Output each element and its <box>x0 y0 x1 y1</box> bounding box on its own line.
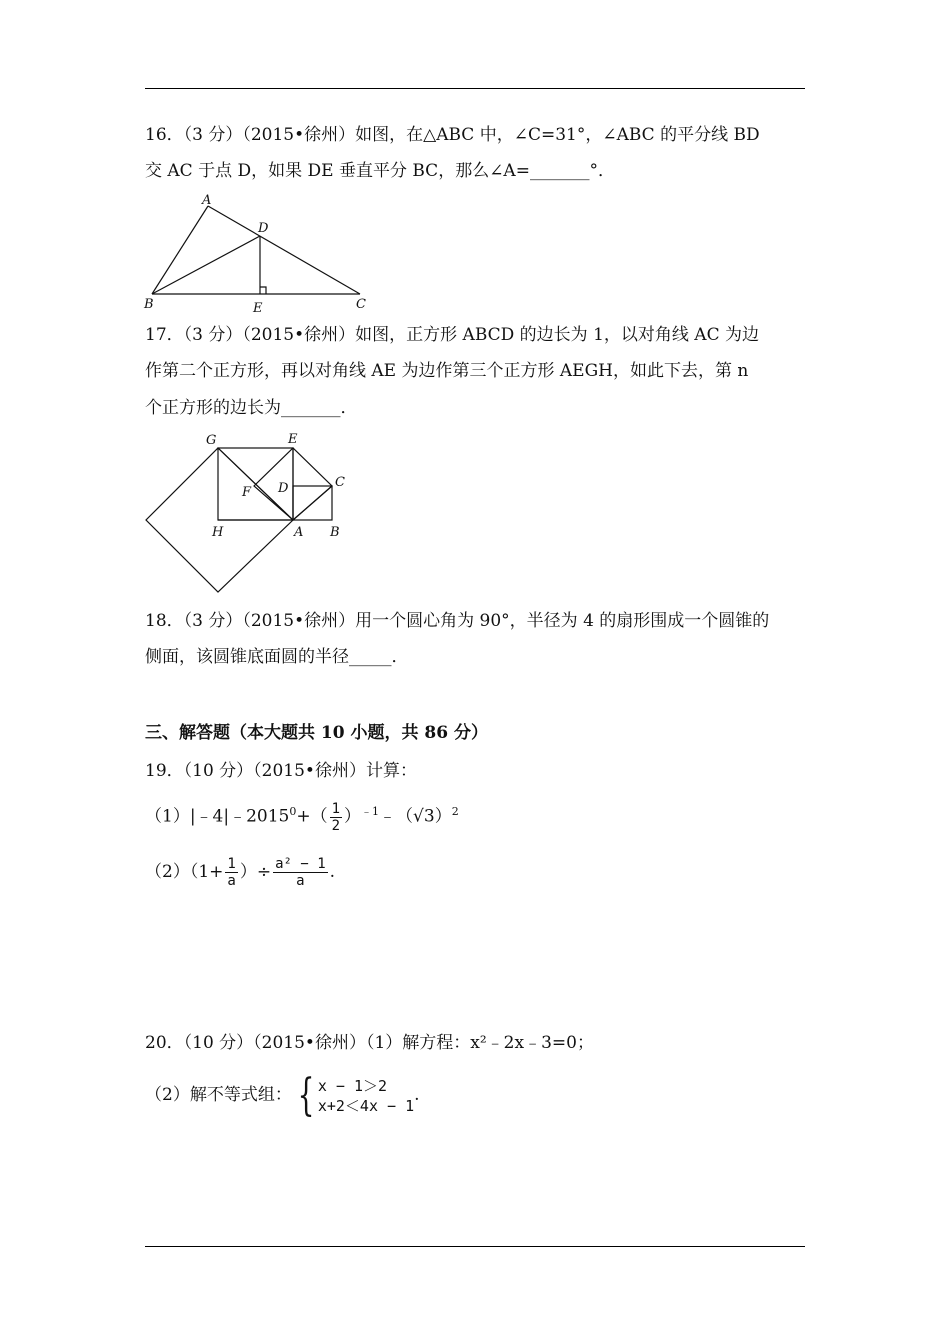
top-rule <box>145 88 805 89</box>
label-E: E <box>253 301 263 314</box>
q19-p1-minus: ﹣（ <box>379 806 414 827</box>
q19-p1-sqrt: √3 <box>413 806 435 827</box>
label-A: A <box>294 525 304 540</box>
bisector-bd <box>152 236 260 294</box>
q20-p2-end: . <box>414 1085 420 1105</box>
section-title: 三、解答题（本大题共 10 小题，共 86 分） <box>145 723 488 743</box>
q19-p2-div: ）÷ <box>239 862 272 882</box>
q19-p1-exp-neg1: ﹣1 <box>361 805 380 818</box>
q19-part1 <box>145 794 459 835</box>
side-ab <box>152 206 208 294</box>
q19-p2-prefix: （2）（1+ <box>145 862 224 882</box>
label-B: B <box>330 525 340 540</box>
q19-p1-fraction: $\frac{1}{2}$ <box>331 800 341 834</box>
label-E: E <box>288 432 298 447</box>
q19-p1-close2: ） <box>434 806 452 827</box>
label-F: F <box>242 485 252 500</box>
label-D: D <box>258 221 269 236</box>
q18-line2: 侧面，该圆锥底面圆的半径_____． <box>145 647 409 667</box>
side-ac <box>208 206 360 294</box>
bottom-rule <box>145 1246 805 1247</box>
q17-line3: 个正方形的边长为_______． <box>145 398 358 418</box>
q20-p2-prefix: （2）解不等式组： <box>145 1085 292 1105</box>
q17-line1: 17．（3 分）（2015•徐州）如图，正方形 ABCD 的边长为 1，以对角线 AC 为边 <box>145 325 759 345</box>
q19-p2-end: . <box>329 862 336 882</box>
q20-line1: 20．（10 分）（2015•徐州）（1）解方程：x²﹣2x﹣3=0； <box>145 1033 594 1053</box>
label-D: D <box>278 481 289 496</box>
q19-p1-exp0: 0 <box>289 805 297 818</box>
q19-part2 <box>145 852 335 892</box>
q19-p1-prefix: （1）|﹣4|﹣2015 <box>145 806 290 827</box>
label-C: C <box>356 297 366 312</box>
q17-line2: 作第二个正方形，再以对角线 AE 为边作第三个正方形 AEGH，如此下去，第 n <box>145 361 749 381</box>
q16-triangle-figure <box>140 192 380 314</box>
q19-p1-close: ） <box>344 806 362 827</box>
diag-ac <box>293 486 332 520</box>
inequality-1: x − 1＞2 <box>317 1076 388 1095</box>
right-angle-mark <box>260 287 266 294</box>
brace-icon: { <box>297 1069 315 1121</box>
q19-p2-fraction1: $\frac{1}{a}$ <box>227 856 236 889</box>
q19-header: 19．（10 分）（2015•徐州）计算： <box>145 761 417 781</box>
inequality-2: x+2＜4x − 1 <box>317 1096 415 1115</box>
q19-p1-exp2: 2 <box>451 805 459 818</box>
label-H: H <box>212 525 224 540</box>
q19-p1-plus: +（ <box>296 806 328 827</box>
label-B: B <box>144 297 154 312</box>
q19-p2-fraction2: $\frac{\text{a² − 1}}{a}$ <box>275 856 326 889</box>
inequality-system <box>318 1076 414 1116</box>
q16-line1: 16．（3 分）（2015•徐州）如图，在△ABC 中，∠C=31°，∠ABC 的平分线 BD <box>145 125 760 145</box>
q20-part2 <box>145 1070 420 1120</box>
q18-line1: 18．（3 分）（2015•徐州）用一个圆心角为 90°，半径为 4 的扇形围成一个圆锥的 <box>145 611 770 631</box>
label-G: G <box>206 433 217 448</box>
label-C: C <box>335 475 345 490</box>
label-A: A <box>202 193 212 208</box>
q16-line2: 交 AC 于点 D，如果 DE 垂直平分 BC，那么∠A=_______°． <box>145 161 615 181</box>
q17-squares-figure <box>140 428 360 598</box>
